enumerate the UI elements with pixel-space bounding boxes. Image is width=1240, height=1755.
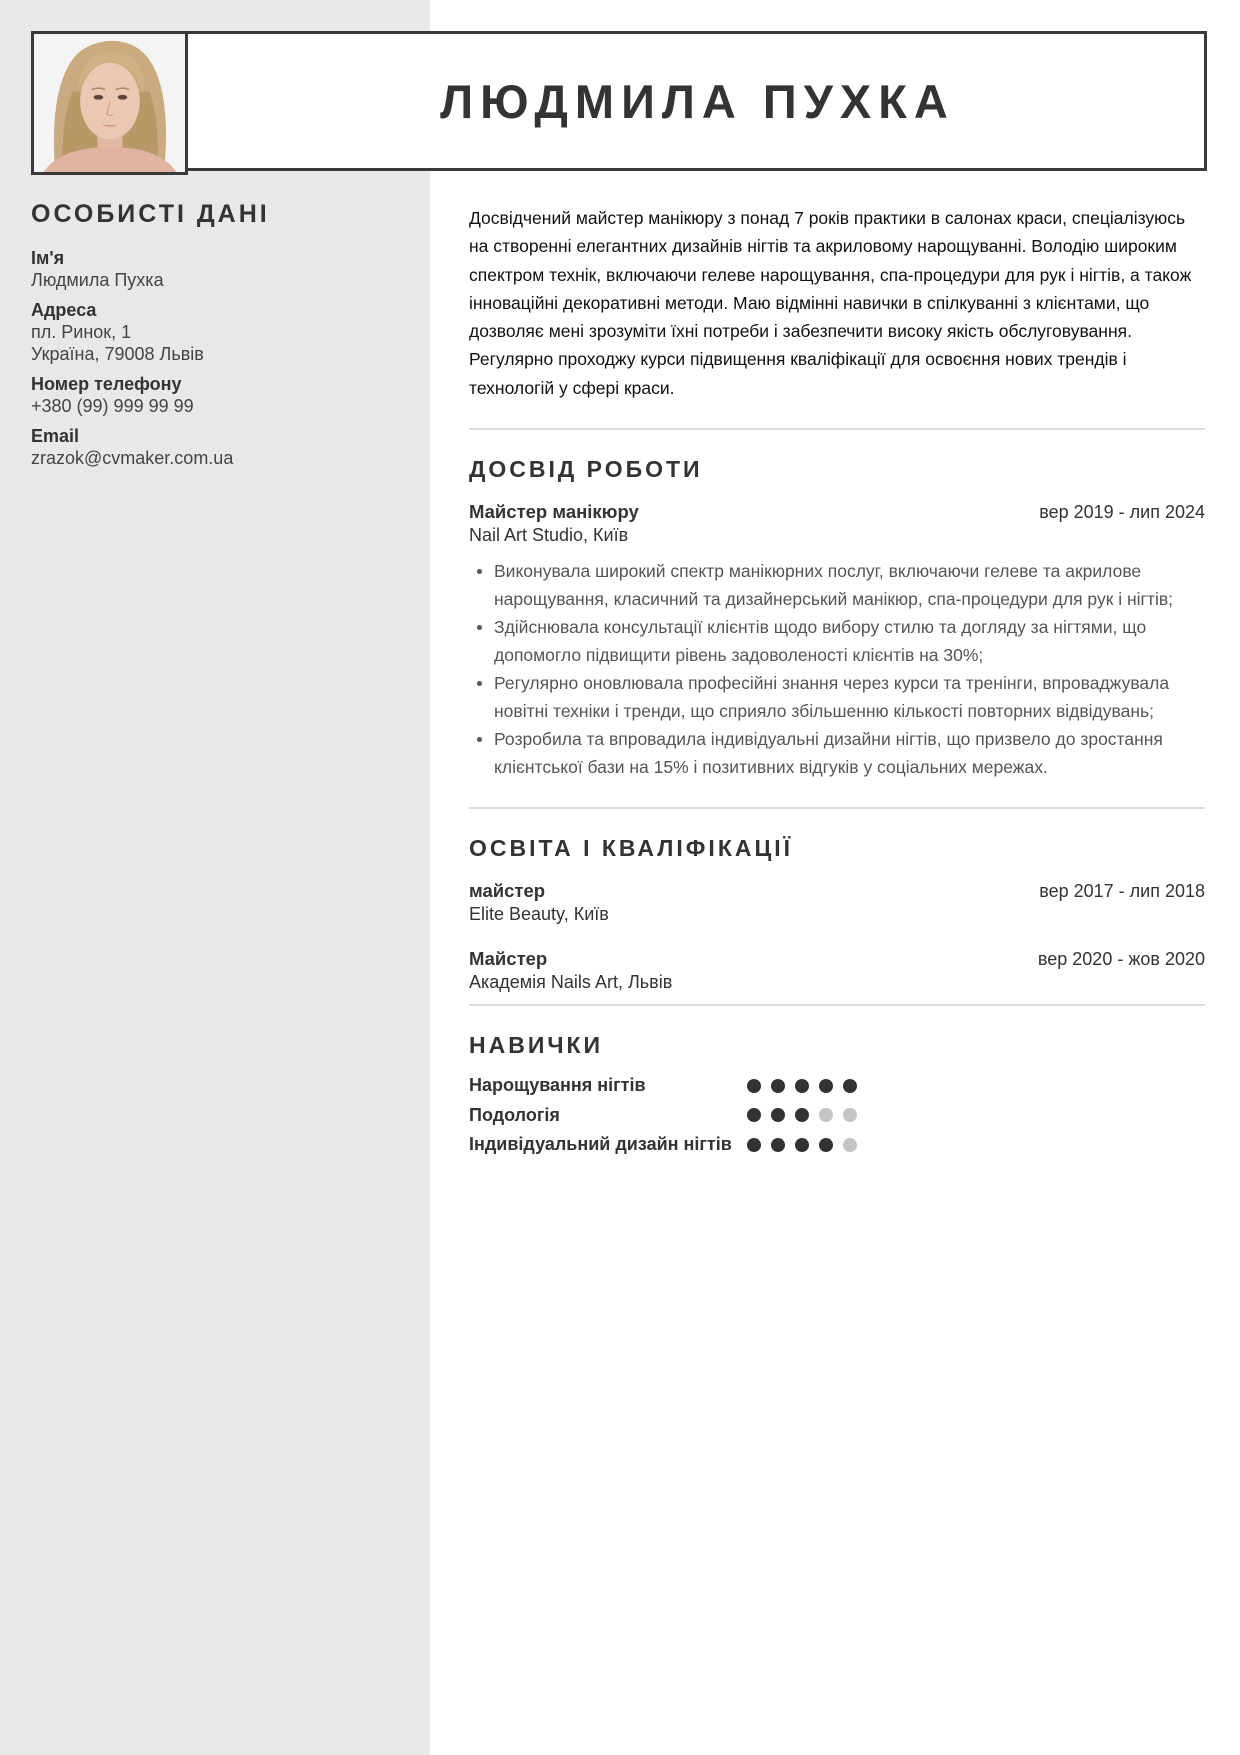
skill-rating [747,1079,857,1093]
rating-dot-empty [843,1108,857,1122]
education-entry [469,948,1205,994]
rating-dot-filled [795,1138,809,1152]
field-address [31,299,411,365]
education-school: Elite Beauty, Київ [469,904,609,925]
field-value: Людмила Пухка [31,270,164,290]
rating-dot-filled [747,1079,761,1093]
skill-rating [747,1108,857,1122]
field-label: Ім'я [31,248,65,268]
field-value: +380 (99) 999 99 99 [31,396,194,416]
field-value: Україна, 79008 Львів [31,344,204,364]
personal-data-section [31,200,411,477]
skills-title: НАВИЧКИ [469,1032,604,1059]
skill-rating [747,1138,857,1152]
rating-dot-filled [771,1138,785,1152]
education-header [469,948,1205,970]
rating-dot-filled [771,1108,785,1122]
field-name [31,247,411,291]
skill-name: Подологія [469,1104,560,1125]
skills-list [469,1071,1205,1160]
rating-dot-filled [819,1138,833,1152]
skill-row [469,1130,1205,1160]
section-divider [469,807,1205,809]
skill-name: Нарощування нігтів [469,1075,646,1096]
list-item: Розробила та впровадила індивідуальні дизайни нігтів, що призвело до зростання клієнтської бази на 15% і позитивних відгуків у соціальних мережах. [469,725,1205,781]
portrait-image [34,34,185,172]
rating-dot-filled [843,1079,857,1093]
field-value: пл. Ринок, 1 [31,322,132,342]
skill-name: Індивідуальний дизайн нігтів [469,1134,732,1155]
field-phone [31,373,411,417]
rating-dot-filled [747,1108,761,1122]
education-dates: вер 2017 - лип 2018 [1039,881,1205,902]
rating-dot-filled [819,1079,833,1093]
education-degree: Майстер [469,948,548,970]
field-label: Адреса [31,300,97,320]
field-email [31,425,411,469]
field-label: Номер телефону [31,374,182,394]
candidate-name: ЛЮДМИЛА ПУХКА [440,74,955,128]
skill-row [469,1071,1205,1101]
profile-photo [31,31,188,175]
rating-dot-filled [771,1079,785,1093]
rating-dot-filled [795,1108,809,1122]
education-title: ОСВІТА І КВАЛІФІКАЦІЇ [469,835,794,862]
main-column [469,204,1205,1160]
rating-dot-empty [843,1138,857,1152]
education-dates: вер 2020 - жов 2020 [1037,949,1205,970]
education-degree: майстер [469,880,546,902]
field-value: zrazok@cvmaker.com.ua [31,448,234,468]
rating-dot-empty [819,1108,833,1122]
education-school: Академія Nails Art, Львів [469,972,673,993]
job-header [469,501,1205,523]
list-item: Виконувала широкий спектр манікюрних послуг, включаючи гелеве та акрилове нарощування, класичний та дизайнерський манікюр, спа-процедури для рук і нігтів; [469,557,1205,613]
job-dates: вер 2019 - лип 2024 [1039,502,1205,523]
section-divider [469,428,1205,430]
section-divider [469,1004,1205,1006]
rating-dot-filled [747,1138,761,1152]
list-item: Регулярно оновлювала професійні знання через курси та тренінги, впроваджувала новітні техніки і тренди, що сприяло збільшенню кількості повторних відвідувань; [469,669,1205,725]
profile-summary: Досвідчений майстер манікюру з понад 7 років практики в салонах краси, спеціалізуюсь на створенні елегантних дизайнів нігтів та акриловому нарощуванні. Володію широким спектром технік, включаючи гелеве нарощування, спа-процедури для рук і нігтів, а також інноваційні декоративні методи. Маю відмінні навички в спілкуванні з клієнтами, що дозволяє мені зрозуміти їхні потреби і забезпечити високу якість обслуговування. Регулярно проходжу курси підвищення кваліфікації для освоєння нових трендів і технологій у сфері краси. [469,208,1192,398]
experience-title: ДОСВІД РОБОТИ [469,456,703,483]
list-item: Здійснювала консультації клієнтів щодо вибору стилю та догляду за нігтями, що допомогло підвищити рівень задоволеності клієнтів на 30%; [469,613,1205,669]
field-label: Email [31,426,80,446]
job-bullets [469,557,1205,781]
rating-dot-filled [795,1079,809,1093]
personal-data-title: ОСОБИСТІ ДАНІ [31,200,270,228]
education-entry [469,880,1205,926]
skill-row [469,1101,1205,1131]
job-company: Nail Art Studio, Київ [469,525,629,546]
job-position: Майстер манікюру [469,501,639,523]
job-entry [469,501,1205,781]
education-header [469,880,1205,902]
